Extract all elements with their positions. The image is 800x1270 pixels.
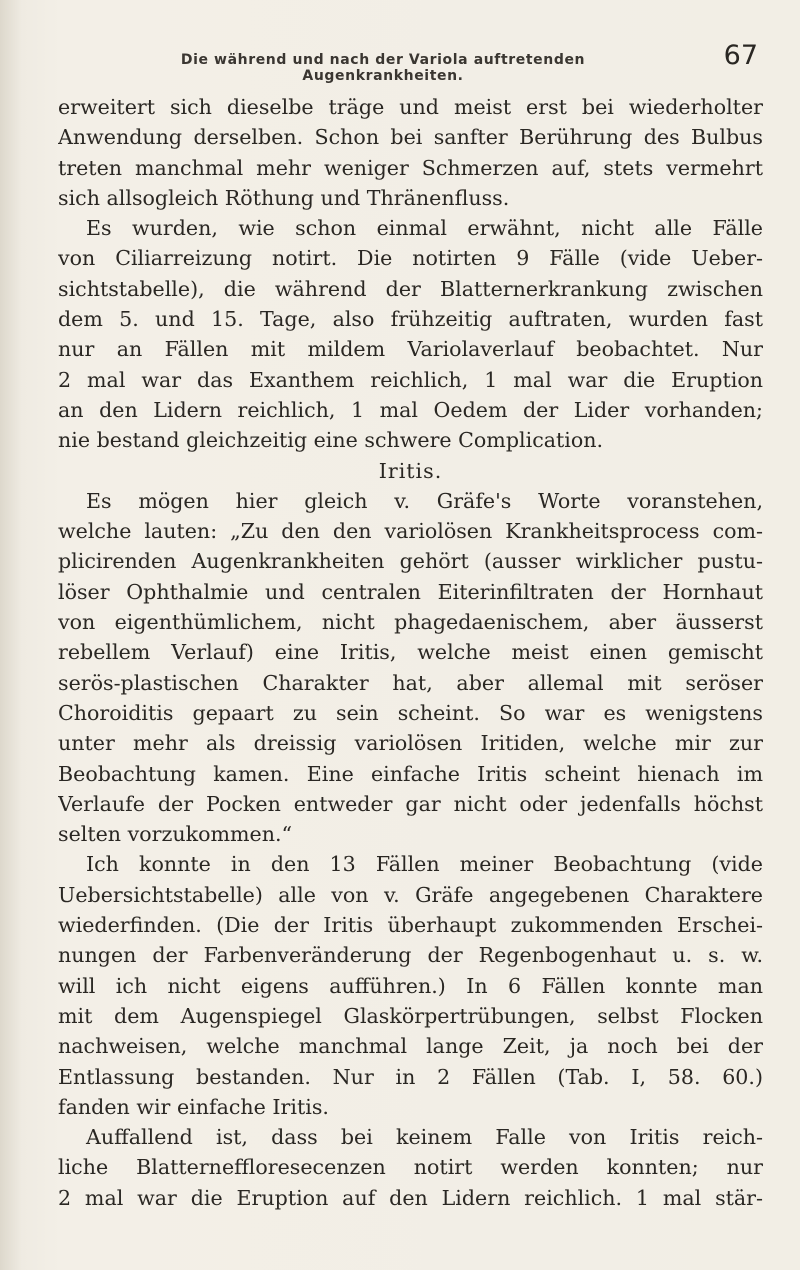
text-line: wiederfinden. (Die der Iritis überhaupt zukommenden Erschei-: [58, 913, 763, 938]
text-line: von eigenthümlichem, nicht phagedaenischem, aber äusserst: [58, 610, 763, 635]
text-line: Anwendung derselben. Schon bei sanfter Berührung des Bulbus: [58, 125, 763, 150]
text-line: Es mögen hier gleich v. Gräfe's Worte voranstehen,: [86, 488, 763, 513]
text-line: selten vorzukommen.“: [58, 822, 293, 847]
text-line: Auffallend ist, dass bei keinem Falle von Iritis reich-: [86, 1125, 763, 1150]
text-line: plicirenden Augenkrankheiten gehört (ausser wirklicher pustu-: [58, 549, 763, 574]
running-head: Die während und nach der Variola auftretenden Augenkrankheiten.: [180, 52, 586, 84]
text-line: sichtstabelle), die während der Blatternerkrankung zwischen: [58, 276, 763, 301]
text-line: Choroiditis gepaart zu sein scheint. So war es wenigstens: [58, 700, 763, 725]
text-line: nungen der Farbenveränderung der Regenbogenhaut u. s. w.: [58, 943, 763, 968]
text-line: fanden wir einfache Iritis.: [58, 1094, 329, 1119]
text-line: rebellem Verlauf) eine Iritis, welche meist einen gemischt: [58, 640, 763, 665]
text-line: nachweisen, welche manchmal lange Zeit, ja noch bei der: [58, 1034, 763, 1059]
page-number: 67: [723, 40, 758, 71]
body-text: [58, 92, 763, 1213]
text-line: nur an Fällen mit mildem Variolaverlauf beobachtet. Nur: [58, 337, 763, 362]
text-line: mit dem Augenspiegel Glaskörpertrübungen, selbst Flocken: [58, 1003, 763, 1028]
text-line: welche lauten: „Zu den den variolösen Krankheitsprocess com-: [58, 519, 763, 544]
text-line: von Ciliarreizung notirt. Die notirten 9 Fälle (vide Ueber-: [58, 246, 763, 271]
text-line: Beobachtung kamen. Eine einfache Iritis scheint hienach im: [58, 761, 763, 786]
text-line: 2 mal war das Exanthem reichlich, 1 mal war die Eruption: [58, 367, 763, 392]
section-heading: Iritis.: [378, 458, 443, 483]
text-line: will ich nicht eigens aufführen.) In 6 Fällen konnte man: [58, 973, 763, 998]
text-line: Uebersichtstabelle) alle von v. Gräfe angegebenen Charaktere: [58, 882, 763, 907]
text-line: Es wurden, wie schon einmal erwähnt, nicht alle Fälle: [86, 216, 763, 241]
text-line: Verlaufe der Pocken entweder gar nicht oder jedenfalls höchst: [58, 791, 763, 816]
text-line: Ich konnte in den 13 Fällen meiner Beobachtung (vide: [86, 852, 763, 877]
text-line: serös-plastischen Charakter hat, aber allemal mit seröser: [58, 670, 763, 695]
text-line: 2 mal war die Eruption auf den Lidern reichlich. 1 mal stär-: [58, 1185, 763, 1210]
text-line: unter mehr als dreissig variolösen Iritiden, welche mir zur: [58, 731, 763, 756]
text-line: löser Ophthalmie und centralen Eiterinfiltraten der Hornhaut: [58, 579, 763, 604]
text-line: nie bestand gleichzeitig eine schwere Complication.: [58, 428, 604, 453]
text-line: an den Lidern reichlich, 1 mal Oedem der Lider vorhanden;: [58, 397, 763, 422]
text-line: Entlassung bestanden. Nur in 2 Fällen (Tab. I, 58. 60.): [58, 1064, 763, 1089]
text-line: dem 5. und 15. Tage, also frühzeitig auftraten, wurden fast: [58, 307, 763, 332]
text-line: liche Blatterneffloresecenzen notirt werden konnten; nur: [58, 1155, 763, 1180]
text-line: sich allsogleich Röthung und Thränenfluss.: [58, 185, 510, 210]
page-header: [98, 40, 758, 84]
text-line: erweitert sich dieselbe träge und meist erst bei wiederholter: [58, 95, 763, 119]
text-line: treten manchmal mehr weniger Schmerzen auf, stets vermehrt: [58, 155, 763, 180]
